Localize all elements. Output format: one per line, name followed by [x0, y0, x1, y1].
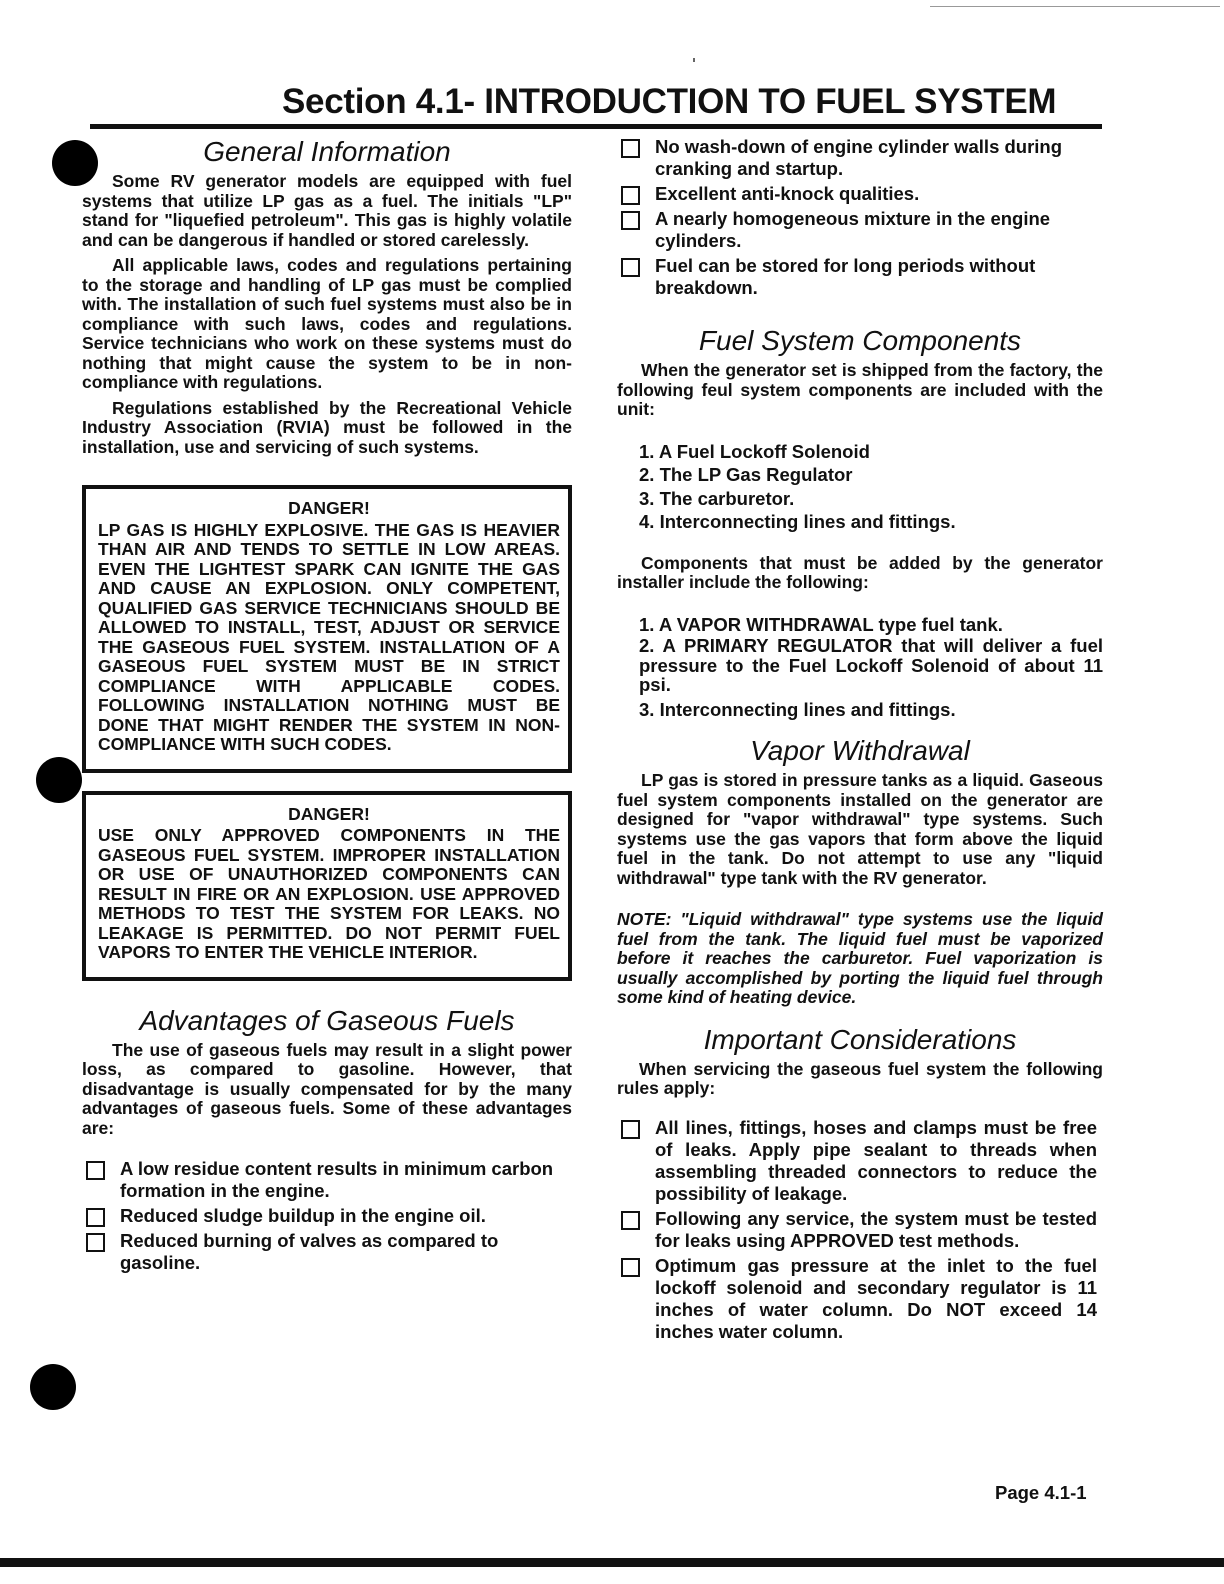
checkbox-icon	[621, 211, 640, 230]
general-information-heading: General Information	[203, 136, 451, 167]
checklist-item-text: Excellent anti-knock qualities.	[655, 183, 920, 204]
general-information-paragraph-1: Some RV generator models are equipped with fuel systems that utilize LP gas as a fuel. The initials "LP" stand for "liquefied petroleum". This gas is highly volatile and can be dangerous if handled or stored carelessly.	[82, 171, 572, 250]
checklist-item-text: Following any service, the system must be tested for leaks using APPROVED test methods.	[655, 1207, 1097, 1251]
checklist-item-text: A nearly homogeneous mixture in the engine cylinders.	[655, 208, 1051, 251]
checkbox-icon	[621, 258, 640, 277]
advantages-checklist	[82, 1158, 572, 1274]
advantages-section	[82, 1005, 572, 1275]
danger-box-lp-gas	[82, 485, 572, 773]
vapor-withdrawal-heading: Vapor Withdrawal	[750, 735, 970, 766]
danger-title: DANGER!	[288, 803, 370, 824]
component-item: 1. A VAPOR WITHDRAWAL type fuel tank.	[639, 613, 1003, 635]
checkbox-icon	[621, 186, 640, 205]
checklist-item-text: No wash-down of engine cylinder walls during cranking and startup.	[655, 136, 1063, 179]
included-components-list	[617, 440, 1103, 534]
advantages-heading: Advantages of Gaseous Fuels	[139, 1004, 515, 1036]
vapor-withdrawal-paragraph: LP gas is stored in pressure tanks as a liquid. Gaseous fuel system components installed on the generator are designed for "vapor withdrawal" type systems. Such systems use the gas vapors that form above the liquid fuel in the tank. Do not attempt to use any "liquid withdrawal" type tank with the RV generator.	[617, 770, 1103, 888]
checklist-item-text: Optimum gas pressure at the inlet to the fuel lockoff solenoid and secondary regulator is 11 inches of water column. Do NOT exceed 14 inches water column.	[655, 1254, 1097, 1342]
checklist-item	[617, 183, 1103, 205]
bottom-edge-rule	[0, 1558, 1224, 1567]
punch-hole-middle	[36, 757, 82, 803]
checklist-item	[82, 1205, 572, 1227]
checklist-item	[617, 255, 1103, 299]
checklist-item-text: Reduced sludge buildup in the engine oil.	[120, 1205, 486, 1226]
page-title: Section 4.1- INTRODUCTION TO FUEL SYSTEM	[282, 82, 1057, 121]
checkbox-icon	[86, 1233, 105, 1252]
checklist-item-text: Fuel can be stored for long periods without breakdown.	[655, 255, 1036, 298]
checkbox-icon	[86, 1161, 105, 1180]
checklist-item	[82, 1158, 572, 1202]
checklist-item	[617, 136, 1103, 180]
page-number: Page 4.1-1	[995, 1482, 1087, 1503]
general-information-paragraph-2: All applicable laws, codes and regulations pertaining to the storage and handling of LP gas must be complied with. The installation of such fuel systems must also be in compliance with such laws, codes and regulations. Service technicians who work on these systems must do nothing that might cause the system to be in non-compliance with regulations.	[82, 255, 572, 392]
checkbox-icon	[621, 1211, 640, 1230]
checklist-item	[617, 1255, 1097, 1343]
danger-title: DANGER!	[288, 498, 370, 518]
checklist-item-text: Reduced burning of valves as compared to gasoline.	[120, 1230, 499, 1273]
top-edge-rule	[930, 6, 1220, 7]
added-components-intro: Components that must be added by the generator installer include the following:	[617, 552, 1103, 592]
component-item: 3. Interconnecting lines and fittings.	[639, 698, 956, 720]
checklist-item-text: All lines, fittings, hoses and clamps must be free of leaks. Apply pipe sealant to threads when assembling threaded connectors to reduce the possibility of leakage.	[655, 1116, 1097, 1204]
checkbox-icon	[621, 1120, 640, 1139]
checklist-item	[82, 1230, 572, 1274]
component-item: 4. Interconnecting lines and fittings.	[639, 511, 956, 532]
right-column	[617, 136, 1103, 1346]
danger-text: LP GAS IS HIGHLY EXPLOSIVE. THE GAS IS HEAVIER THAN AIR AND TENDS TO SETTLE IN LOW AREAS. EVEN THE LIGHTEST SPARK CAN IGNITE THE GAS AND CAUSE AN EXPLOSION. ONLY COMPETENT, QUALIFIED GAS SERVICE TECHNICIANS SHOULD BE ALLOWED TO INSTALL, TEST, ADJUST OR SERVICE THE GASEOUS FUEL SYSTEM. INSTALLATION OF A GASEOUS FUEL SYSTEM MUST BE IN STRICT COMPLIANCE WITH APPLICABLE CODES. FOLLOWING INSTALLATION NOTHING MUST BE DONE THAT MIGHT RENDER THE SYSTEM IN NON-COMPLIANCE WITH SUCH CODES.	[98, 519, 560, 754]
advantages-paragraph: The use of gaseous fuels may result in a slight power loss, as compared to gasoline. However, that disadvantage is usually compensated for by the many advantages of gaseous fuels. Some of these advantages are:	[82, 1039, 572, 1138]
general-information-section	[82, 136, 572, 457]
punch-hole-bottom	[30, 1364, 76, 1410]
considerations-checklist	[617, 1117, 1097, 1343]
checklist-item	[617, 1117, 1097, 1205]
vapor-withdrawal-section	[617, 735, 1103, 1008]
components-intro: When the generator set is shipped from the factory, the following feul system components are included with the unit:	[617, 360, 1103, 419]
checkbox-icon	[621, 1258, 640, 1277]
title-rule	[90, 124, 1102, 129]
considerations-intro: When servicing the gaseous fuel system the following rules apply:	[617, 1058, 1103, 1098]
danger-box-components	[82, 791, 572, 981]
component-item: 3. The carburetor.	[639, 487, 795, 509]
important-considerations-heading: Important Considerations	[703, 1023, 1017, 1055]
component-item: 2. A PRIMARY REGULATOR that will deliver a fuel pressure to the Fuel Lockoff Solenoid of about 11 psi.	[639, 635, 1103, 695]
checklist-item	[617, 208, 1103, 252]
component-item: 2. The LP Gas Regulator	[639, 464, 853, 485]
important-considerations-section	[617, 1024, 1103, 1343]
component-item: 1. A Fuel Lockoff Solenoid	[639, 440, 870, 462]
checklist-item-text: A low residue content results in minimum carbon formation in the engine.	[120, 1158, 554, 1201]
scan-mark	[693, 58, 695, 62]
general-information-paragraph-3: Regulations established by the Recreational Vehicle Industry Association (RVIA) must be followed in the installation, use and servicing of such systems.	[82, 397, 572, 457]
checklist-item	[617, 1208, 1097, 1252]
added-components-list	[617, 613, 1103, 722]
left-column	[82, 136, 572, 1277]
fuel-system-components-section	[617, 325, 1103, 721]
vapor-withdrawal-note: NOTE: "Liquid withdrawal" type systems use the liquid fuel from the tank. The liquid fuel must be vaporized before it reaches the carburetor. Fuel vaporization is usually accomplished by porting the liquid fuel through some kind of heating device.	[617, 909, 1103, 1007]
fuel-system-components-heading: Fuel System Components	[698, 325, 1022, 356]
checkbox-icon	[621, 139, 640, 158]
advantages-checklist-continued	[617, 136, 1103, 299]
danger-text: USE ONLY APPROVED COMPONENTS IN THE GASEOUS FUEL SYSTEM. IMPROPER INSTALLATION OR USE OF UNAUTHORIZED COMPONENTS CAN RESULT IN FIRE OR AN EXPLOSION. USE APPROVED METHODS TO TEST THE SYSTEM FOR LEAKS. NO LEAKAGE IS PERMITTED. DO NOT PERMIT FUEL VAPORS TO ENTER THE VEHICLE INTERIOR.	[98, 825, 560, 962]
checkbox-icon	[86, 1208, 105, 1227]
